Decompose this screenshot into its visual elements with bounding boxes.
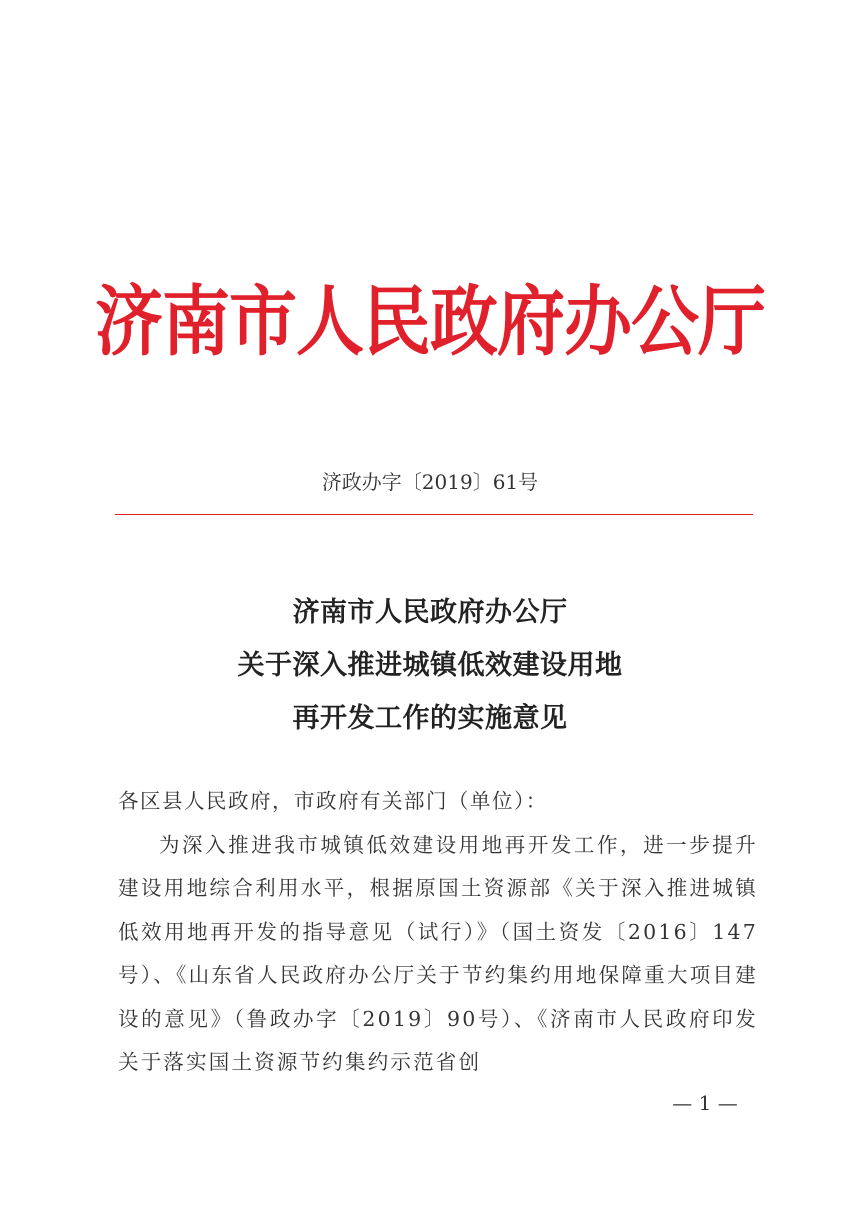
red-divider-line [115, 514, 753, 515]
body-paragraph: 为深入推进我市城镇低效建设用地再开发工作，进一步提升建设用地综合利用水平，根据原国土资源部《关于深入推进城镇低效用地再开发的指导意见（试行）》（国土资发〔2016〕147号）、《山东省人民政府办公厅关于节约集约用地保障重大项目建设的意见》（鲁政办字〔2019〕90号）、《济南市人民政府印发关于落实国土资源节约集约示范省创 [118, 832, 758, 1074]
document-body [118, 780, 758, 1085]
page-number: — 1 — [672, 1091, 738, 1115]
title-line-2: 关于深入推进城镇低效建设用地 [237, 650, 623, 681]
document-title [0, 586, 860, 745]
title-line-3: 再开发工作的实施意见 [292, 703, 568, 734]
document-number: 济政办字〔2019〕61号 [321, 470, 539, 494]
title-line-1: 济南市人民政府办公厅 [292, 597, 568, 628]
masthead-org-name: 济南市人民政府办公厅 [94, 277, 765, 368]
salutation: 各区县人民政府，市政府有关部门（单位）： [118, 789, 548, 813]
